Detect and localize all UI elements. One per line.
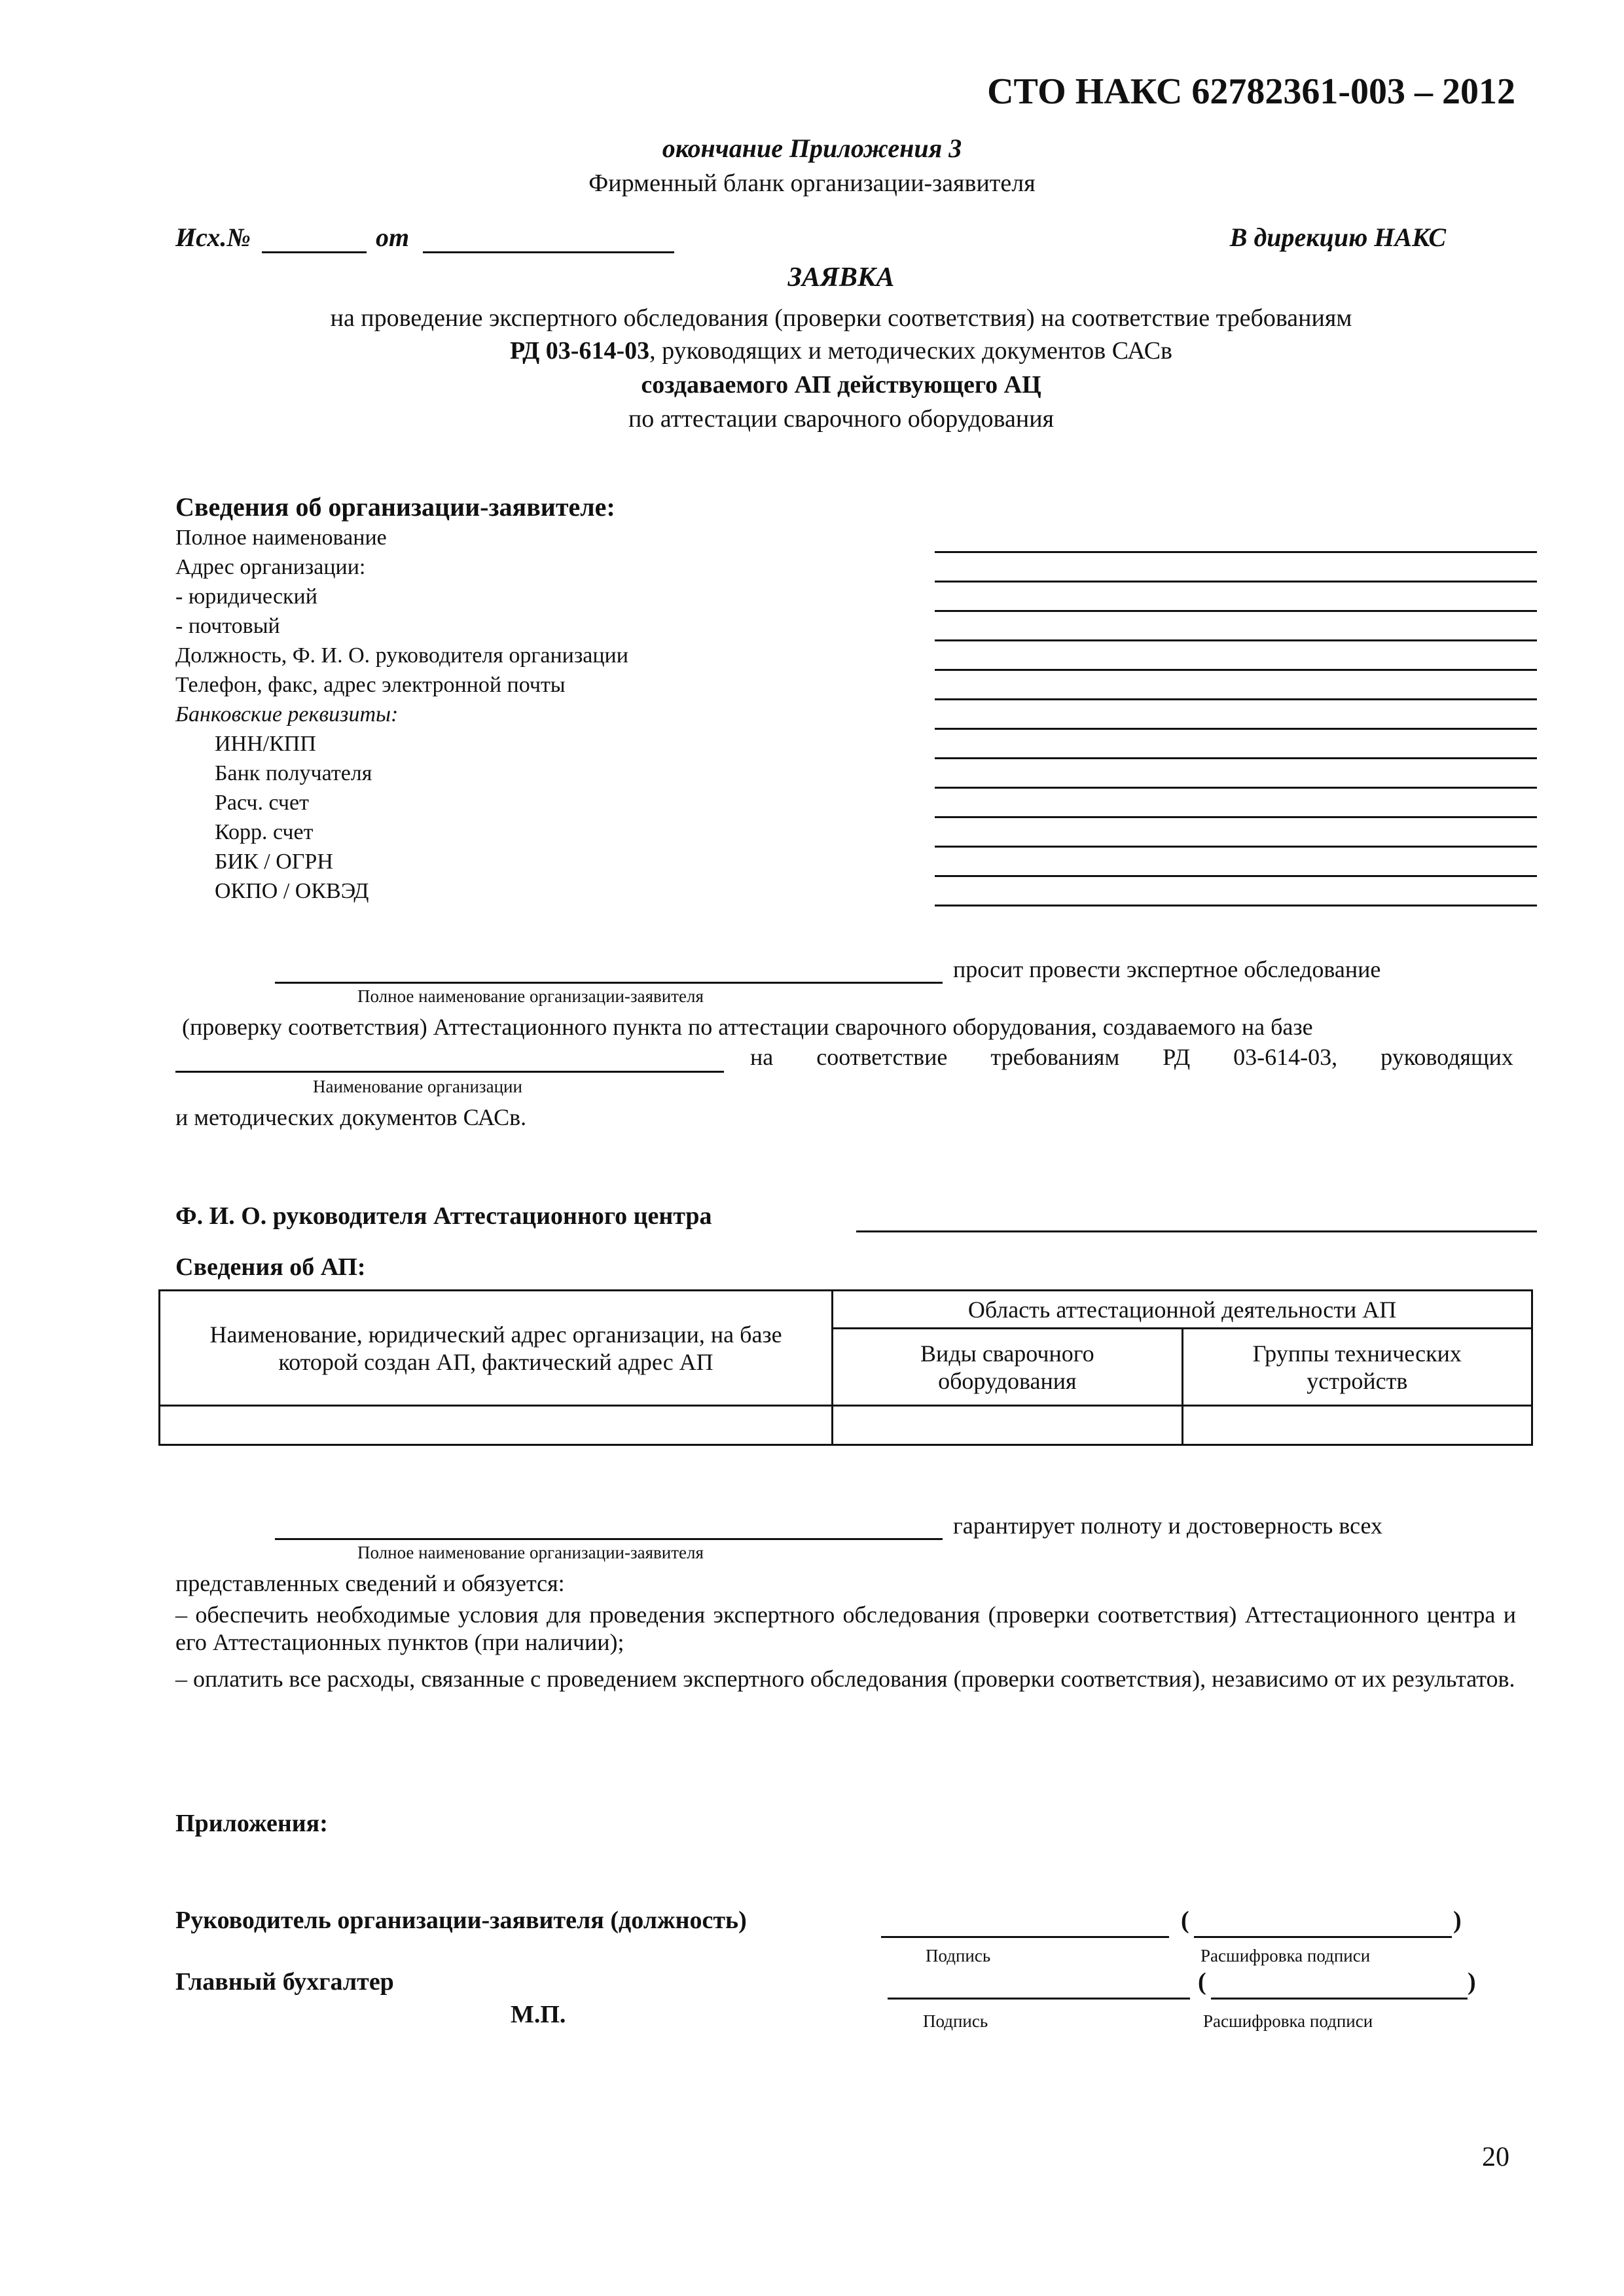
guarantor-name-blank[interactable] [275,1538,943,1540]
open-paren: ( [1181,1907,1189,1934]
guarantee-item-2: – оплатить все расходы, связанные с проведением экспертного обследования (проверки соответствия), независимо от их результатов. [175,1666,1515,1692]
standard-code: СТО НАКС 62782361-003 – 2012 [987,71,1515,112]
close-paren: ) [1453,1907,1462,1934]
blank-line[interactable] [935,905,1537,906]
blank-line[interactable] [935,757,1537,759]
signature-caption: Подпись [926,1946,991,1965]
title-line-4: по аттестации сварочного оборудования [628,405,1055,433]
field-full-name: Полное наименование [175,526,387,550]
ap-cell-org[interactable] [160,1406,833,1445]
bank-heading: Банковские реквизиты: [175,702,399,726]
field-address: Адрес организации: [175,555,366,579]
field-inn-kpp: ИНН/КПП [215,732,316,756]
appendix-caption: окончание Приложения 3 [662,134,962,163]
blank-line[interactable] [935,875,1537,877]
blank-line[interactable] [935,551,1537,553]
field-legal-address: - юридический [175,584,317,609]
title-line-1: на проведение экспертного обследования (проверки соответствия) на соответствие требованиям [330,304,1352,332]
close-paren: ) [1468,1968,1476,1996]
blank-line[interactable] [935,787,1537,789]
regulation-code: РД 03-614-03 [510,337,650,365]
outgoing-number-label: Исх.№ [175,223,251,252]
base-org-blank[interactable] [175,1071,724,1073]
request-word: руководящих [1380,1044,1513,1070]
field-contacts: Телефон, факс, адрес электронной почты [175,673,566,697]
request-asks-text: просит провести экспертное обследование [953,956,1381,982]
ap-table [158,1289,1533,1446]
applicant-name-caption: Полное наименование организации-заявителя [357,986,704,1006]
field-corr-account: Корр. счет [215,820,314,844]
request-word: требованиям [990,1044,1120,1070]
accountant-label: Главный бухгалтер [175,1968,394,1996]
applicant-name-blank[interactable] [275,982,943,984]
page-number: 20 [1482,2142,1509,2172]
blank-line[interactable] [935,581,1537,583]
request-word: РД [1163,1044,1191,1070]
head-signature-label: Руководитель организации-заявителя (должность) [175,1907,747,1934]
guarantee-item-1: – обеспечить необходимые условия для проведения экспертного обследования (проверки соответствия) Аттестационного центра и его Аттестационных пунктов (при наличии); [175,1602,1516,1655]
decode-caption: Расшифровка подписи [1200,1946,1371,1965]
blank-line[interactable] [935,669,1537,671]
open-paren: ( [1198,1968,1206,1996]
request-word: 03-614-03, [1233,1044,1338,1070]
title-line-3: создаваемого АП действующего АЦ [641,371,1041,399]
request-line-4: и методических документов САСв. [175,1104,527,1130]
blank-line[interactable] [935,639,1537,641]
accountant-signature-blank[interactable] [888,1998,1190,2000]
ap-col-groups: Группы технических устройств [1182,1329,1532,1406]
ap-cell-types[interactable] [833,1406,1182,1445]
head-center-blank[interactable] [856,1230,1537,1232]
ap-col-types: Виды сварочного оборудования [833,1329,1182,1406]
field-director: Должность, Ф. И. О. руководителя организации [175,643,628,668]
ap-cell-groups[interactable] [1182,1406,1532,1445]
blank-line[interactable] [935,728,1537,730]
date-blank[interactable] [423,251,674,253]
guarantee-line-2: представленных сведений и обязуется: [175,1570,565,1596]
addressee: В дирекцию НАКС [1229,223,1446,252]
base-org-caption: Наименование организации [313,1077,522,1096]
signature-caption: Подпись [923,2011,988,2031]
blank-line[interactable] [935,816,1537,818]
field-account: Расч. счет [215,791,309,815]
ap-col-area: Область аттестационной деятельности АП [833,1291,1532,1329]
application-title: ЗАЯВКА [787,262,895,293]
blank-line[interactable] [935,610,1537,612]
request-word: на [750,1044,774,1070]
request-word: соответствие [816,1044,948,1070]
ap-col-org: Наименование, юридический адрес организации, на базе которой создан АП, фактический адрес АП [160,1291,833,1406]
title-line-2-rest: , руководящих и методических документов САСв [649,337,1172,365]
outgoing-number-blank[interactable] [262,251,367,253]
stamp-place: М.П. [511,2001,566,2028]
head-decode-blank[interactable] [1194,1936,1452,1938]
guarantor-name-caption: Полное наименование организации-заявителя [357,1543,704,1562]
field-bik-ogrn: БИК / ОГРН [215,850,333,874]
field-okpo-okved: ОКПО / ОКВЭД [215,879,369,903]
head-center-label: Ф. И. О. руководителя Аттестационного центра [175,1202,712,1230]
field-postal-address: - почтовый [175,614,280,638]
ap-info-heading: Сведения об АП: [175,1253,366,1281]
guarantee-text: гарантирует полноту и достоверность всех [953,1513,1383,1539]
field-bank: Банк получателя [215,761,372,785]
blank-line[interactable] [935,698,1537,700]
org-info-heading: Сведения об организации-заявителе: [175,492,615,522]
attachments-heading: Приложения: [175,1810,328,1837]
letterhead-caption: Фирменный бланк организации-заявителя [588,170,1036,197]
head-signature-blank[interactable] [881,1936,1169,1938]
decode-caption: Расшифровка подписи [1203,2011,1373,2031]
accountant-decode-blank[interactable] [1211,1998,1468,2000]
title-line-2 [0,336,1624,365]
request-line-2: (проверку соответствия) Аттестационного пункта по аттестации сварочного оборудования, создаваемого на базе [182,1014,1313,1040]
blank-line[interactable] [935,846,1537,848]
date-from-label: от [376,223,410,252]
request-line-3 [750,1043,1513,1071]
